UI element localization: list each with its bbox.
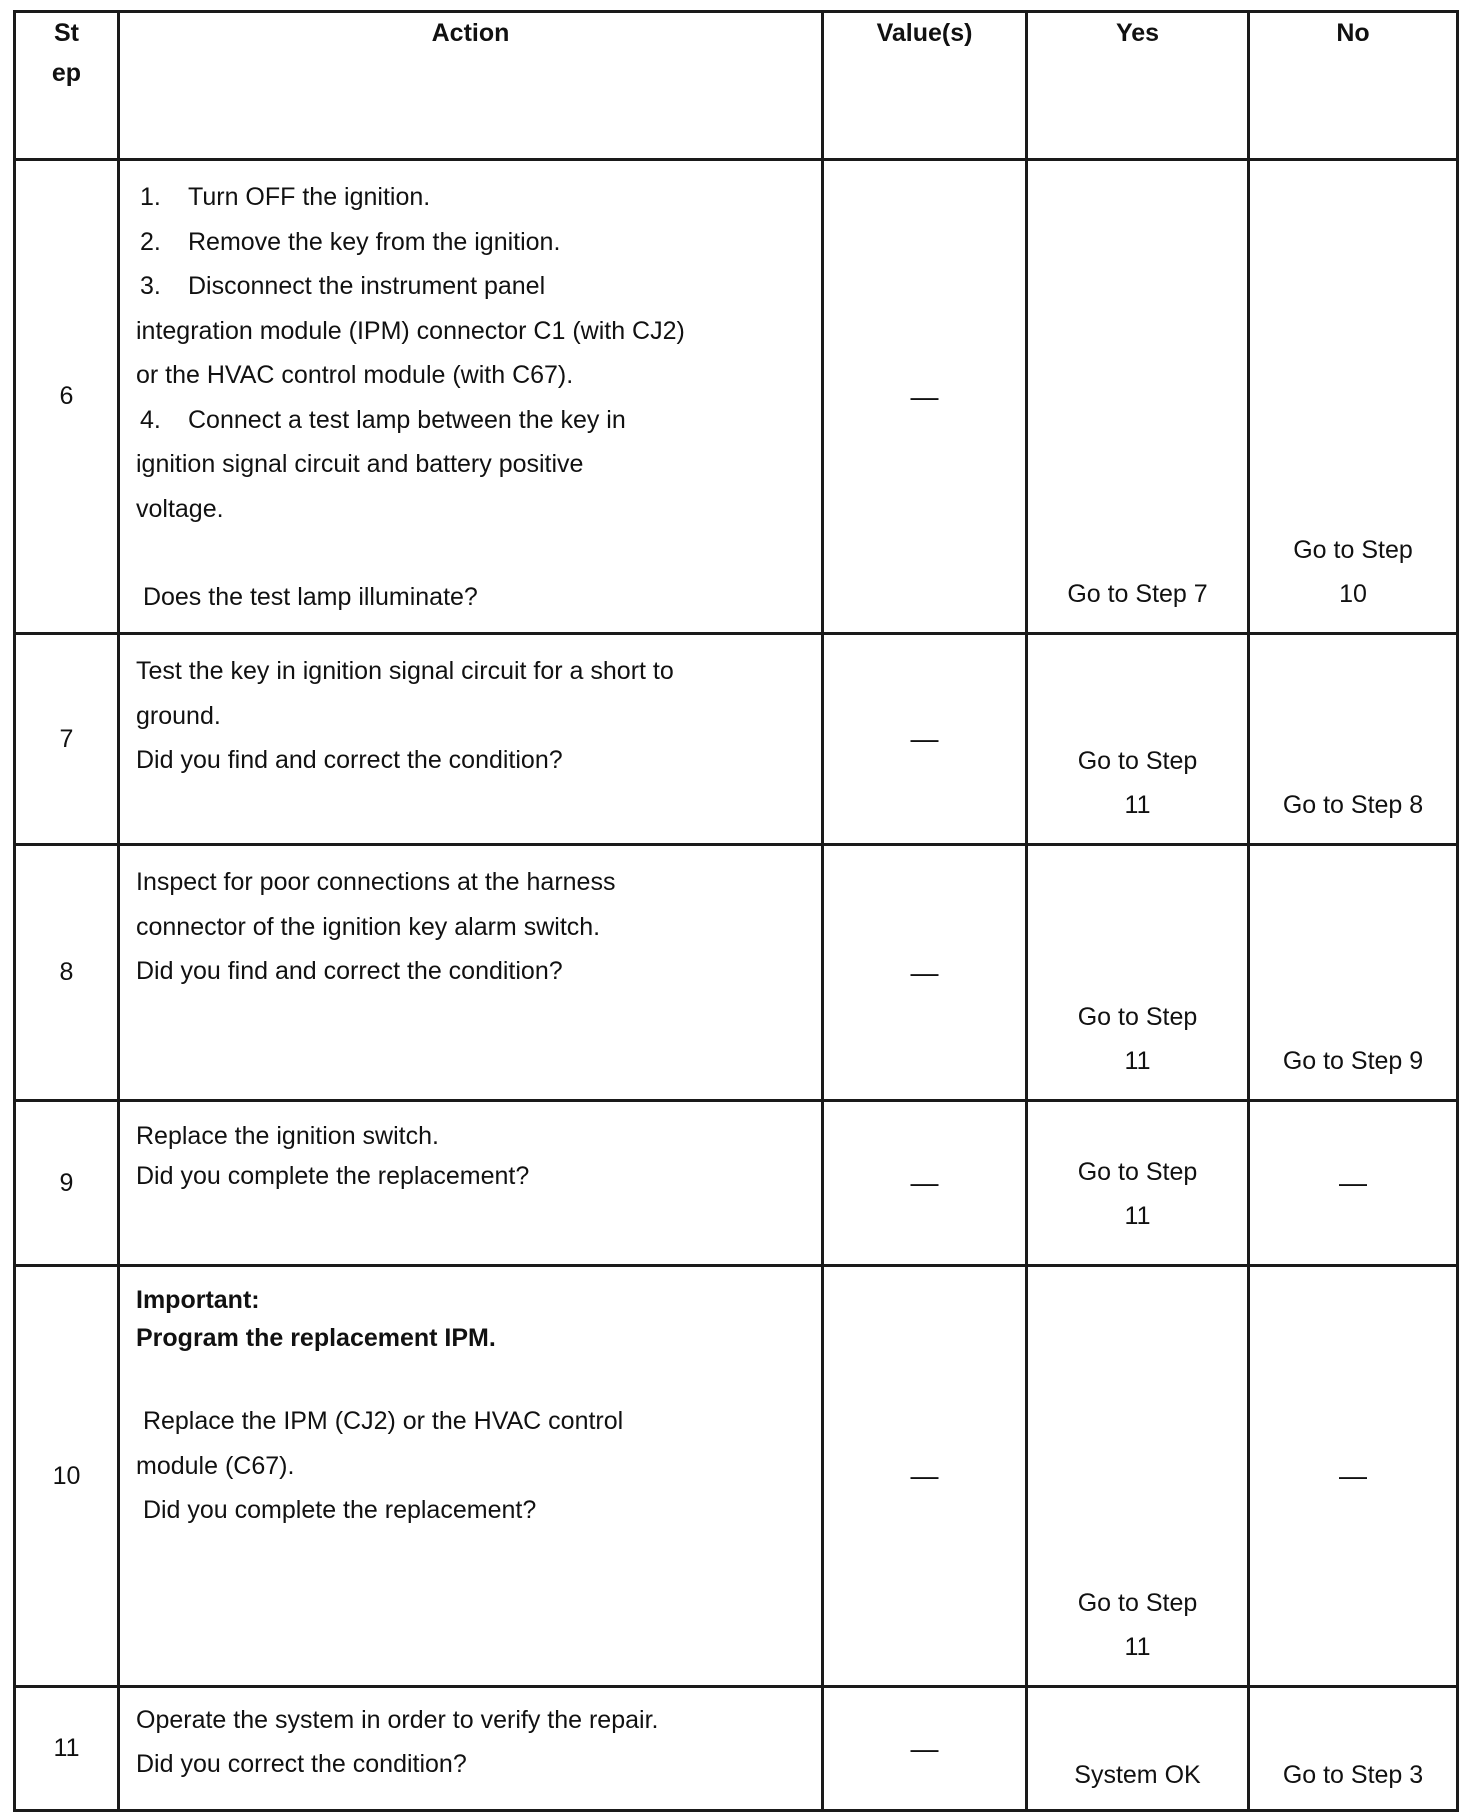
action-line: Did you complete the replacement? <box>136 1496 537 1524</box>
action-number: 1. <box>140 183 161 211</box>
value-cell: — <box>823 1687 1027 1811</box>
yes-cell <box>1027 160 1249 634</box>
no-text: 10 <box>1339 580 1367 608</box>
no-text: Go to Step <box>1293 536 1413 564</box>
action-line: Did you correct the condition? <box>136 1750 467 1778</box>
action-cell <box>119 1687 823 1811</box>
action-text: voltage. <box>136 494 224 523</box>
action-line: Test the key in ignition signal circuit for a short to <box>136 657 674 685</box>
important-text: Program the replacement IPM. <box>136 1324 496 1352</box>
value-cell: — <box>823 634 1027 845</box>
yes-text: 11 <box>1124 791 1151 819</box>
yes-text: System OK <box>1074 1761 1201 1789</box>
no-text: Go to Step 3 <box>1282 1761 1424 1789</box>
action-cell <box>119 845 823 1101</box>
header-yes: Yes <box>1027 12 1249 160</box>
header-step-line1: St <box>54 19 79 47</box>
header-row <box>15 12 1458 160</box>
no-cell: — <box>1249 1101 1458 1266</box>
action-line: Did you complete the replacement? <box>136 1162 530 1190</box>
yes-text: Go to Step <box>1077 747 1198 775</box>
action-line <box>136 398 805 443</box>
no-cell: — <box>1249 1266 1458 1687</box>
value-cell: — <box>823 160 1027 634</box>
action-text: Remove the key from the ignition. <box>188 227 561 256</box>
table-row-step-10 <box>15 1266 1458 1687</box>
action-text: or the HVAC control module (with C67). <box>136 361 574 389</box>
action-text: Turn OFF the ignition. <box>188 183 431 211</box>
header-values: Value(s) <box>823 12 1027 160</box>
table-row-step-9 <box>15 1101 1458 1266</box>
action-cell <box>119 634 823 845</box>
value-cell: — <box>823 1266 1027 1687</box>
action-cell <box>119 160 823 634</box>
table-row-step-6 <box>15 160 1458 634</box>
important-label: Important: <box>136 1286 260 1314</box>
step-number: 10 <box>15 1266 119 1687</box>
header-step <box>15 12 119 160</box>
action-line <box>136 442 805 487</box>
action-line: Inspect for poor connections at the harness <box>136 868 616 896</box>
step-number: 8 <box>15 845 119 1101</box>
action-line: Did you find and correct the condition? <box>136 746 563 774</box>
action-line: Did you find and correct the condition? <box>136 957 563 985</box>
yes-cell <box>1027 1101 1249 1266</box>
no-cell <box>1249 160 1458 634</box>
table-row-step-8 <box>15 845 1458 1101</box>
no-text: Go to Step 9 <box>1282 1047 1424 1075</box>
action-line <box>136 264 805 309</box>
action-text: ignition signal circuit and battery positive <box>136 450 584 478</box>
action-line <box>136 487 805 532</box>
step-number: 9 <box>15 1101 119 1266</box>
action-line <box>136 175 805 220</box>
header-action: Action <box>119 12 823 160</box>
yes-cell <box>1027 1687 1249 1811</box>
table-row-step-7 <box>15 634 1458 845</box>
step-number: 11 <box>15 1687 119 1811</box>
value-cell: — <box>823 1101 1027 1266</box>
yes-text: 11 <box>1124 1047 1151 1075</box>
no-cell <box>1249 845 1458 1101</box>
action-line <box>136 353 805 398</box>
table-row-step-11 <box>15 1687 1458 1811</box>
step-number: 7 <box>15 634 119 845</box>
action-line <box>136 220 805 265</box>
action-number: 2. <box>140 227 161 256</box>
yes-cell <box>1027 1266 1249 1687</box>
no-cell <box>1249 634 1458 845</box>
no-text: Go to Step 8 <box>1282 791 1424 819</box>
action-number: 3. <box>140 272 161 300</box>
action-text: integration module (IPM) connector C1 (with CJ2) <box>136 316 685 345</box>
yes-cell <box>1027 845 1249 1101</box>
yes-text: Go to Step 7 <box>1067 580 1208 608</box>
action-line: module (C67). <box>136 1451 295 1480</box>
header-no: No <box>1249 12 1458 160</box>
action-line: Replace the IPM (CJ2) or the HVAC control <box>136 1407 624 1435</box>
yes-cell <box>1027 634 1249 845</box>
action-number: 4. <box>140 405 161 434</box>
header-step-line2: ep <box>51 59 82 87</box>
yes-text: 11 <box>1124 1633 1151 1661</box>
diagnostic-table <box>13 10 1459 1812</box>
action-cell <box>119 1266 823 1687</box>
action-line <box>136 309 805 354</box>
action-line: Replace the ignition switch. <box>136 1122 439 1150</box>
action-line: connector of the ignition key alarm switch. <box>136 912 601 941</box>
yes-text: Go to Step <box>1077 1158 1198 1186</box>
yes-text: Go to Step <box>1077 1589 1198 1617</box>
step-number: 6 <box>15 160 119 634</box>
yes-text: Go to Step <box>1077 1003 1198 1031</box>
action-line: ground. <box>136 701 221 730</box>
no-cell <box>1249 1687 1458 1811</box>
action-line: Operate the system in order to verify the repair. <box>136 1706 659 1734</box>
action-text: Disconnect the instrument panel <box>188 272 546 300</box>
action-question: Does the test lamp illuminate? <box>136 583 478 611</box>
action-cell <box>119 1101 823 1266</box>
value-cell: — <box>823 845 1027 1101</box>
yes-text: 11 <box>1124 1202 1151 1230</box>
action-text: Connect a test lamp between the key in <box>188 405 626 434</box>
